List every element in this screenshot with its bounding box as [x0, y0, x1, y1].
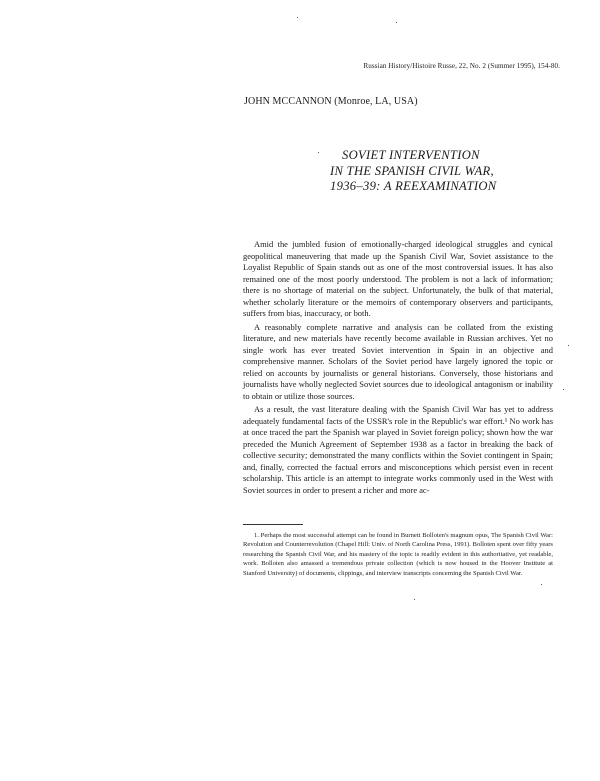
body-paragraph: Amid the jumbled fusion of emotionally-charged ideological struggles and cynical geopolitical maneuvering that made up the Spanish Civil War, Soviet assistance to the Loyalist Republic of Spain stands out as one of the most controversial issues. It has also remained one of the most poorly understood. The problem is not a lack of information; there is no shortage of material on the subject. Unfortunately, the bulk of that material, whether scholarly literature or the memoirs of contemporary observers and participants, suffers from bias, inaccuracy, or both. [243, 239, 553, 318]
scan-speck [318, 152, 319, 153]
journal-citation: Russian History/Histoire Russe, 22, No. 2 (Summer 1995), 154-80. [363, 62, 560, 70]
title-line: SOVIET INTERVENTION [342, 148, 480, 162]
footnote-text: 1. Perhaps the most successful attempt can be found in Burnett Bolloten's magnum opus, The Spanish Civil War: Revolution and Counterrevolution (Chapel Hill: Univ. of North Carolina Press, 1991). Bolloten spent over fifty years researching the Spanish Civil War, and his mastery of the topic is readily evident in this authoritative, yet readable, work. Bolloten also amassed a tremendous private collection (which is now housed in the Hoover Institute at Stanford University) of documents, clippings, and interview transcripts concerning the Spanish Civil War. [243, 532, 553, 577]
scan-speck [396, 22, 397, 23]
title-line: IN THE SPANISH CIVIL WAR, [330, 163, 494, 178]
title-line: 1936–39: A REEXAMINATION [330, 179, 497, 193]
scan-speck [297, 17, 298, 18]
scan-speck [563, 389, 564, 390]
footnote [243, 531, 553, 578]
scan-speck [541, 584, 542, 585]
body-paragraph: A reasonably complete narrative and analysis can be collated from the existing literature, and new materials have recently become available in Russian archives. Yet no single work has ever treated Soviet intervention in Spain in an objective and comprehensive manner. Scholars of the Soviet period have largely ignored the topic or relied on accounts by journalists or general historians. Conversely, those historians and journalists have wholly neglected Soviet sources due to ideological antagonism or inability to obtain or utilize those sources. [243, 321, 553, 401]
scan-speck [414, 599, 415, 600]
article-body [243, 239, 553, 498]
author-line: JOHN MCCANNON (Monroe, LA, USA) [244, 96, 418, 107]
article-title [330, 148, 560, 195]
body-paragraph: As a result, the vast literature dealing with the Spanish Civil War has yet to address adequately fundamental facts of the USSR's role in the Republic's war effort.¹ No work has at once traced the part the Spanish war played in Soviet foreign policy; shown how the war preceded the Munich Agreement of September 1938 as a factor in breaking the back of collective security; demonstrated the many conflicts within the Soviet contingent in Spain; and, finally, corrected the factual errors and misconceptions which persist even in recent scholarship. This article is an attempt to integrate works commonly used in the West with Soviet sources in order to present a richer and more ac- [243, 404, 553, 495]
scan-speck [568, 345, 569, 346]
footnote-divider [243, 524, 303, 525]
